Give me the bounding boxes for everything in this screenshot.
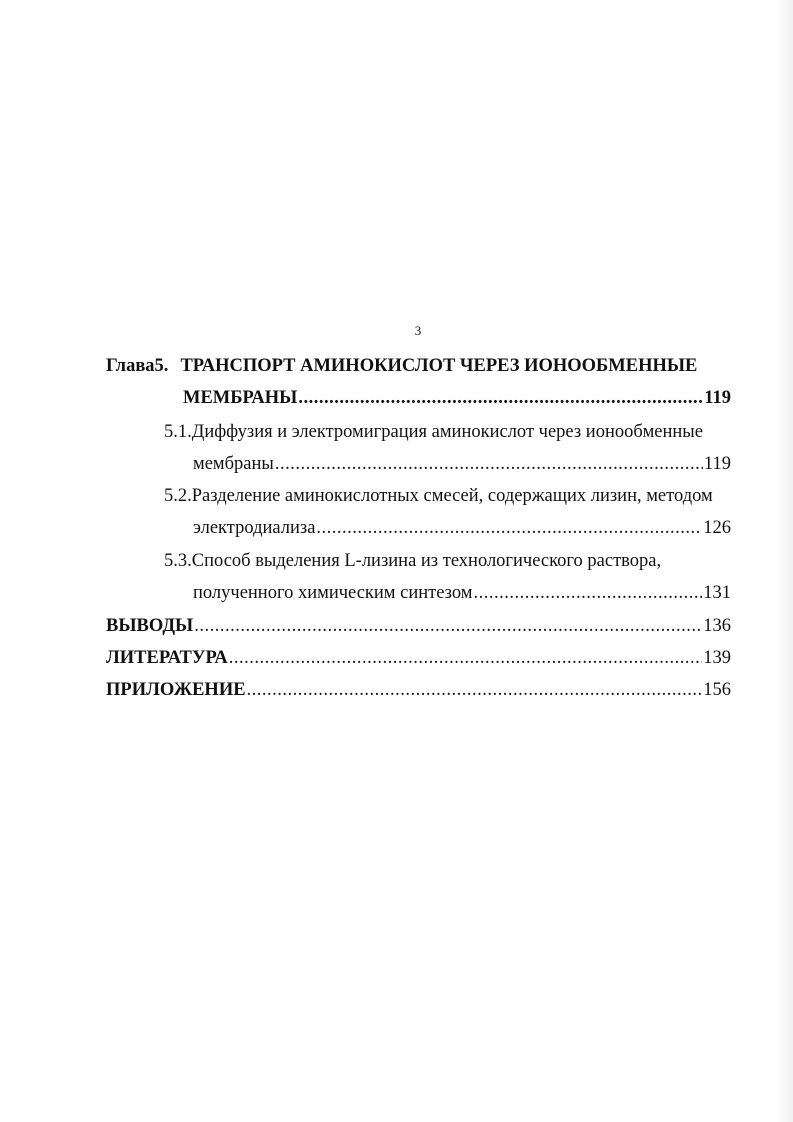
page-ref: 136: [703, 616, 731, 636]
page-ref: 156: [703, 680, 731, 700]
chapter-title: ТРАНСПОРТ АМИНОКИСЛОТ ЧЕРЕЗ ИОНООБМЕННЫЕ: [180, 356, 698, 376]
section-title-cont: полученного химическим синтезом: [193, 583, 473, 603]
page-ref: 119: [704, 388, 731, 408]
page-ref: 139: [703, 648, 731, 668]
page-ref: 119: [703, 454, 731, 474]
toc-section-5-3-line1: [164, 549, 661, 573]
toc-section-5-2-line1: [164, 484, 713, 508]
section-title: Способ выделения L-лизина из технологического раствора,: [191, 551, 662, 571]
leader-dots: [247, 678, 703, 702]
leader-dots: [194, 614, 702, 638]
leader-dots: [316, 516, 702, 540]
section-number: 5.3.: [164, 551, 192, 571]
conclusions-title: ВЫВОДЫ: [106, 616, 194, 636]
toc-conclusions: [106, 614, 731, 638]
literature-title: ЛИТЕРАТУРА: [106, 648, 228, 668]
page-ref: 131: [703, 583, 731, 603]
scan-edge-shadow: [775, 0, 793, 1122]
toc-section-5-2-line2: [193, 516, 731, 540]
chapter-title-cont: МЕМБРАНЫ: [183, 388, 298, 408]
toc-section-5-3-line2: [193, 581, 731, 605]
toc-appendix: [106, 678, 731, 702]
toc-literature: [106, 646, 731, 670]
toc-chapter5-line2: [183, 386, 731, 410]
section-title: Диффузия и электромиграция аминокислот через ионообменные: [191, 422, 703, 442]
toc-chapter5-line1: [106, 354, 697, 378]
chapter-label: Глава5.: [106, 356, 169, 376]
leader-dots: [298, 386, 703, 410]
toc-section-5-1-line2: [193, 452, 731, 476]
section-number: 5.2.: [164, 486, 192, 506]
section-title-cont: мембраны: [193, 454, 274, 474]
page-number: 3: [414, 323, 422, 338]
leader-dots: [473, 581, 702, 605]
page-ref: 126: [703, 518, 731, 538]
section-number: 5.1.: [164, 422, 192, 442]
toc-section-5-1-line1: [164, 420, 703, 444]
section-title-cont: электродиализа: [193, 518, 316, 538]
leader-dots: [229, 646, 703, 670]
leader-dots: [275, 452, 703, 476]
appendix-title: ПРИЛОЖЕНИЕ: [106, 680, 246, 700]
section-title: Разделение аминокислотных смесей, содержащих лизин, методом: [191, 486, 713, 506]
